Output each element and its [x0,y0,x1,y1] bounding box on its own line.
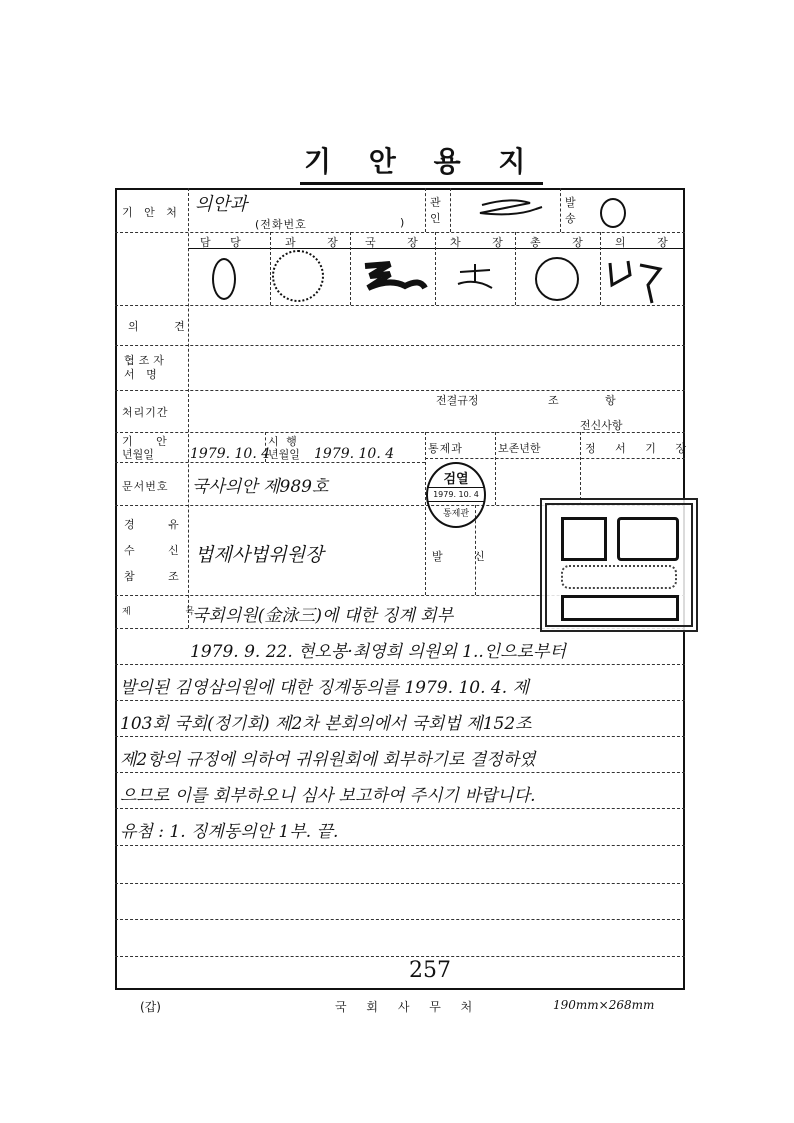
footer-form-type: (갑) [140,1000,161,1014]
inspection-stamp: 검열 1979. 10. 4 통제관 [426,462,486,528]
subject-value: 국회의원(金泳三)에 대한 징계 회부 [192,606,454,626]
clause-label: 항 [605,394,620,407]
recipient-label: 경 유 수 신 참 조 [124,518,179,583]
body-line: 발의된 김영삼의원에 대한 징계동의를 1979. 10. 4. 제 [120,678,529,698]
approval-speaker: 의 장 [615,236,682,249]
delegation-note: 전신사항 [580,419,623,432]
footer-organization: 국 회 사 무 처 [335,1000,481,1014]
body-line: 1979. 9. 22. 현오봉·최영희 의원외 1..인으로부터 [190,642,566,662]
exec-date-label: 시 행 년월일 [268,435,300,461]
processing-period-label: 처리기간 [122,406,169,419]
deputy-signature [450,260,500,295]
section-seal-icon [272,250,324,302]
approval-deputy: 차 장 [450,236,517,249]
body-line: 으므로 이를 회부하오니 심사 보고하여 주시기 바랍니다. [120,786,536,806]
retention-label: 보존년한 [498,442,541,455]
draft-date-value: 1979. 10. 4 [190,446,271,462]
staff-seal-icon [212,258,236,300]
official-seal-label: 관 인 [430,196,441,225]
send-label: 발 송 [565,196,576,225]
sender-label: 발 신 [432,550,499,563]
delegation-label: 전결규정 [436,394,479,407]
footer-paper-size: 190mm×268mm [553,998,655,1012]
drafter-label: 기 안 처 [122,206,181,219]
body-line: 제2항의 규정에 의하여 귀위원회에 회부하기로 결정하였 [120,750,536,770]
opinion-label: 의 견 [128,320,201,333]
approval-bureau-chief: 국 장 [365,236,432,249]
official-square-seal [540,498,698,632]
body-line: 유첨 : 1. 징계동의안 1부. 끝. [120,822,339,842]
body-line: 103회 국회(정기회) 제2차 본회의에서 국회법 제152조 [120,714,532,734]
speaker-signature [600,255,670,305]
cooperation-label: 협조자 서 명 [124,354,168,381]
approval-secretary-general: 총 장 [530,236,597,249]
secretary-seal-icon [535,257,579,301]
clerk-label: 정 서 기 장 [585,442,694,455]
page-number: 257 [409,958,451,983]
control-label: 통제과 [428,442,463,455]
exec-date-value: 1979. 10. 4 [314,446,395,462]
phone-close: ) [400,216,409,229]
doc-number-value: 국사의안 제989호 [192,477,329,497]
approval-staff: 담 당 [200,236,249,249]
send-seal-icon [600,198,626,228]
draft-date-label: 기 안 년월일 [122,435,167,461]
subject-label: 제 목 [122,607,221,617]
phone-label: (전화번호 [255,218,307,231]
recipient-value: 법제사법위원장 [195,544,324,566]
form-title: 기 안 용 지 [300,140,543,185]
approval-section-chief: 과 장 [285,236,352,249]
article-label: 조 [548,394,563,407]
drafter-value: 의안과 [195,194,248,215]
bureau-signature [360,258,430,298]
signature-mark [470,195,550,225]
doc-number-label: 문서번호 [122,480,169,493]
